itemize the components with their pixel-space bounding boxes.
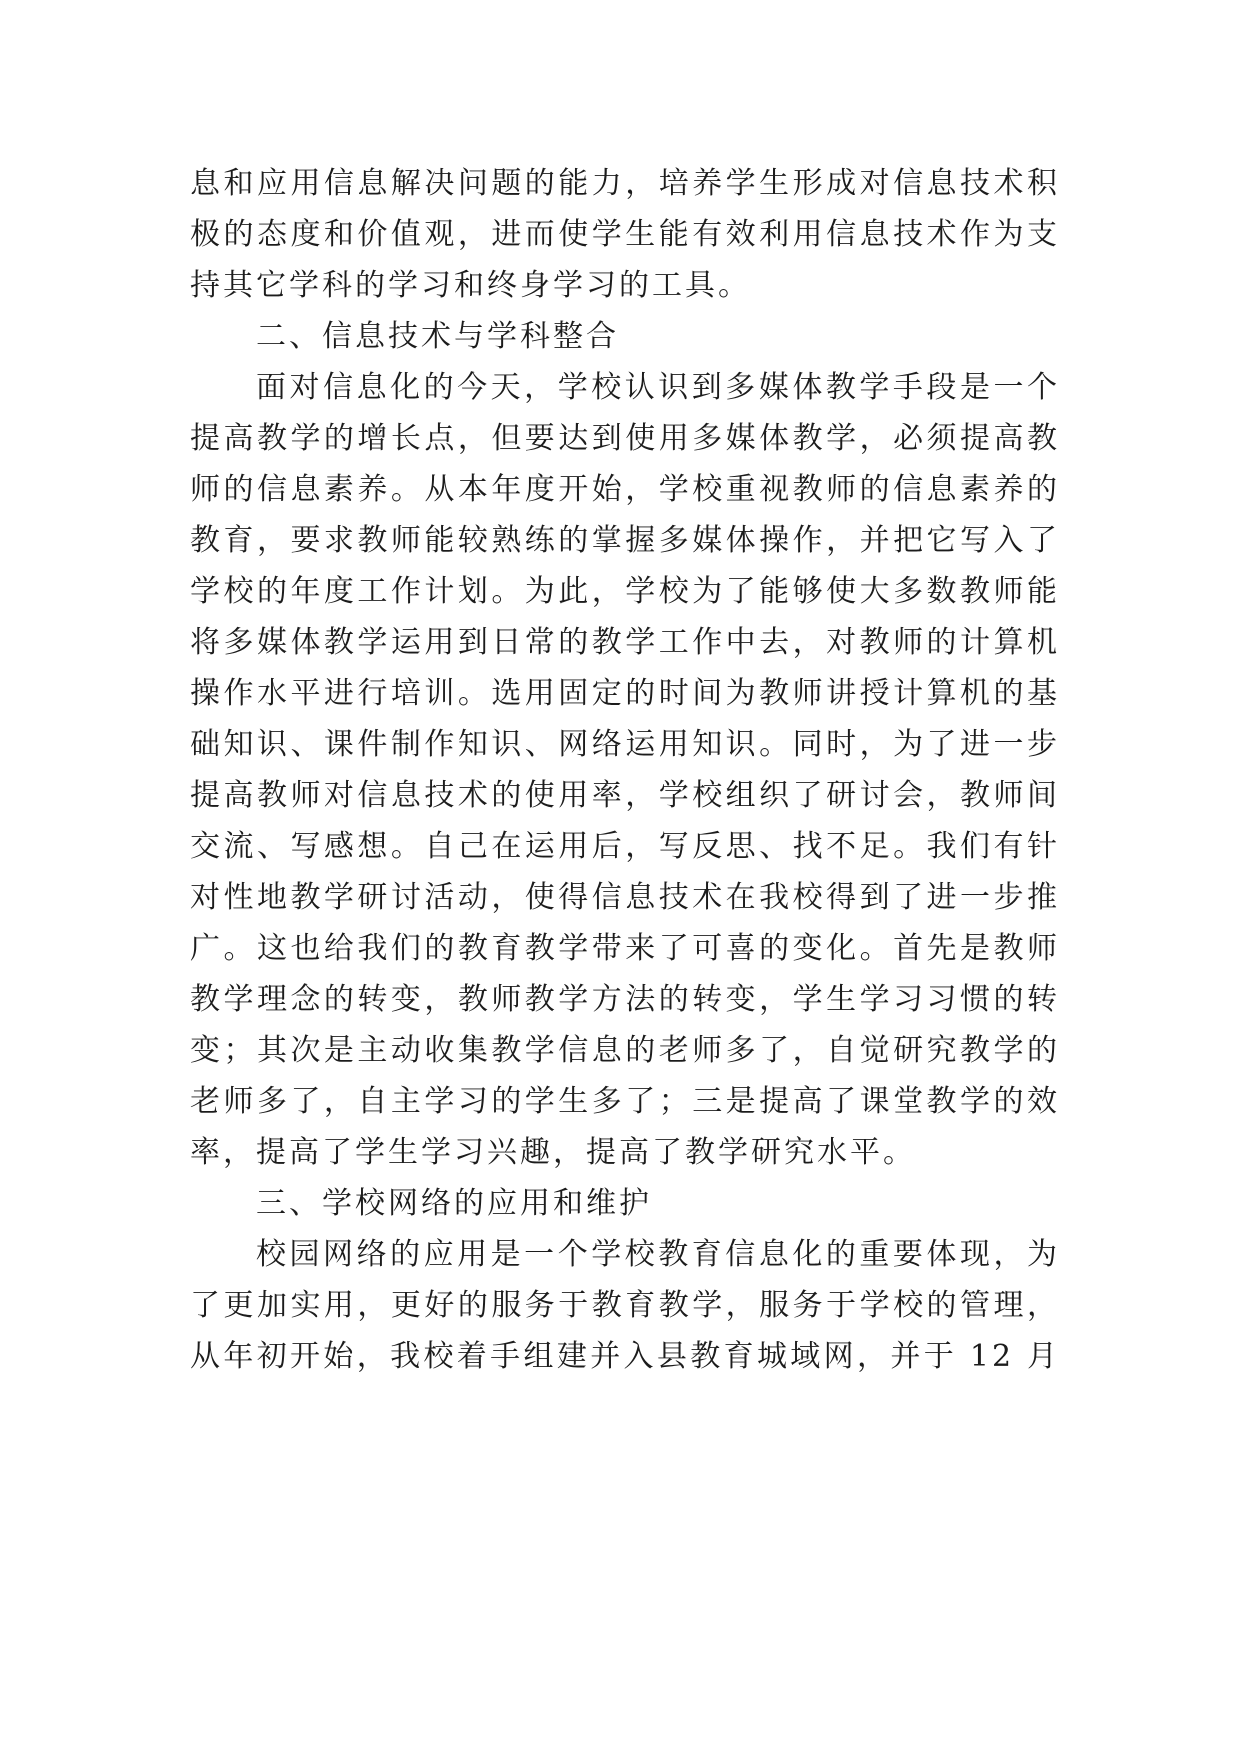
text-line: 持其它学科的学习和终身学习的工具。 [190,268,751,303]
text-line: 广。这也给我们的教育教学带来了可喜的变化。首先是教师 [190,931,1060,966]
text-line: 教学理念的转变，教师教学方法的转变，学生学习习惯的转 [190,982,1060,1017]
text-line: 对性地教学研讨活动，使得信息技术在我校得到了进一步推 [190,880,1060,915]
document-body [190,158,1060,1382]
text-line: 提高教学的增长点，但要达到使用多媒体教学，必须提高教 [190,421,1060,456]
section-heading: 三、学校网络的应用和维护 [256,1186,652,1221]
section-heading: 二、信息技术与学科整合 [256,319,619,354]
text-line: 础知识、课件制作知识、网络运用知识。同时，为了进一步 [190,727,1060,762]
text-line: 从年初开始，我校着手组建并入县教育城域网，并于 12 月 [190,1339,1060,1374]
text-line: 校园网络的应用是一个学校教育信息化的重要体现，为 [256,1237,1060,1272]
text-line: 息和应用信息解决问题的能力，培养学生形成对信息技术积 [190,166,1060,201]
text-line: 面对信息化的今天，学校认识到多媒体教学手段是一个 [256,370,1060,405]
text-line: 率，提高了学生学习兴趣，提高了教学研究水平。 [190,1135,916,1170]
text-line: 变；其次是主动收集教学信息的老师多了，自觉研究教学的 [190,1033,1060,1068]
text-line: 提高教师对信息技术的使用率，学校组织了研讨会，教师间 [190,778,1060,813]
text-line: 极的态度和价值观，进而使学生能有效利用信息技术作为支 [190,217,1060,252]
text-line: 师的信息素养。从本年度开始，学校重视教师的信息素养的 [190,472,1060,507]
text-line: 老师多了，自主学习的学生多了；三是提高了课堂教学的效 [190,1084,1060,1119]
text-line: 交流、写感想。自己在运用后，写反思、找不足。我们有针 [190,829,1060,864]
text-line: 学校的年度工作计划。为此，学校为了能够使大多数教师能 [190,574,1060,609]
text-line: 将多媒体教学运用到日常的教学工作中去，对教师的计算机 [190,625,1060,660]
text-line: 了更加实用，更好的服务于教育教学，服务于学校的管理， [190,1288,1060,1323]
text-line: 教育，要求教师能较熟练的掌握多媒体操作，并把它写入了 [190,523,1060,558]
text-line: 操作水平进行培训。选用固定的时间为教师讲授计算机的基 [190,676,1060,711]
